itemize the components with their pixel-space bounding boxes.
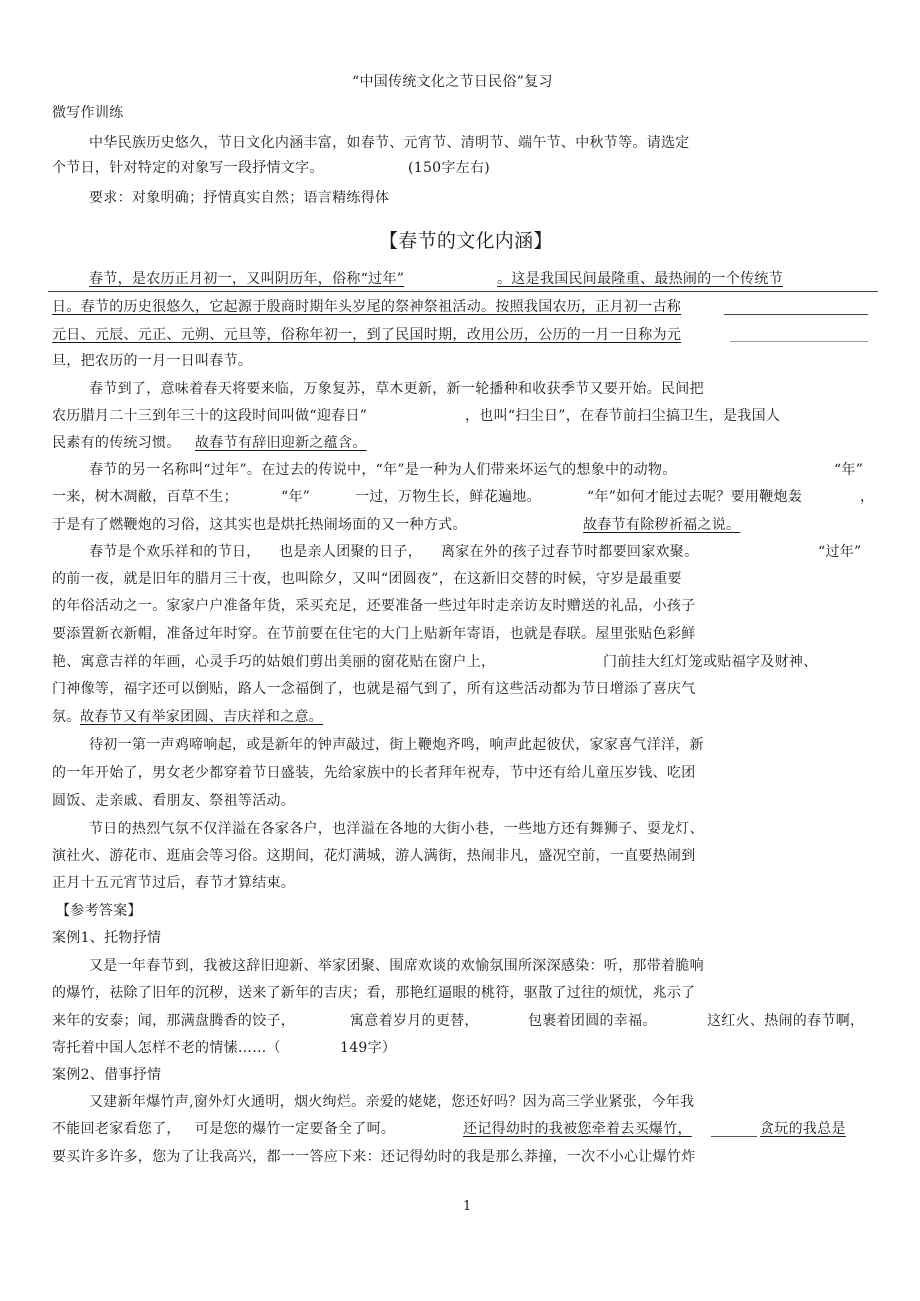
task-line-1: 中华民族历史悠久，节日文化内涵丰富，如春节、元宵节、清明节、端午节、中秋节等。请选定 — [89, 135, 690, 151]
p3-line-1a: 春节的另一名称叫“过年”。在过去的传说中，“年”是一种为人们带来坏运气的想象中的动物。 — [89, 462, 677, 478]
p4-line-5a: 艳、寓意吉祥的年画，心灵手巧的姑娘们剪出美丽的窗花贴在窗户上， — [52, 654, 496, 670]
p2-line-2a: 农历腊月二十三到年三十的这段时间叫做“迎春日” — [52, 408, 368, 424]
case1-line-4a: 寄托着中国人怎样不老的情愫……（ — [52, 1040, 281, 1056]
p3-line-2d: “年”如何才能过去呢？要用鞭炮轰 — [587, 489, 803, 505]
case1-line-3d: 这红火、热闹的春节啊， — [707, 1013, 865, 1029]
p4-line-4: 要添置新衣新帽，准备过年时穿。在节前要在住宅的大门上贴新年寄语，也就是春联。屋里张贴色彩鲜 — [52, 626, 696, 642]
p3-line-3b: 故春节有除秽祈福之说。 — [583, 517, 741, 533]
p6-line-2: 演社火、游花市、逛庙会等习俗。这期间，花灯满城，游人满街，热闹非凡，盛况空前，一直要热闹到 — [52, 848, 696, 864]
p4-line-5b: 门前挂大红灯笼或贴福字及财神、 — [603, 654, 818, 670]
case1-line-2: 的爆竹，祛除了旧年的沉秽，送来了新年的吉庆；看，那艳红逼眼的桃符，驱散了过往的烦忧，兆示了 — [52, 985, 696, 1001]
p2-line-3a: 民素有的传统习惯。 — [52, 435, 181, 451]
p3-line-2a: 一来，树木凋敝，百草不生； — [52, 489, 238, 505]
p4-line-3: 的年俗活动之一。家家户户准备年货，采买充足，还要准备一些过年时走亲访友时赠送的礼品，小孩子 — [52, 598, 696, 614]
section-heading: 【春节的文化内涵】 — [379, 230, 553, 252]
p4-line-1c: 离家在外的孩子过春节时都要回家欢聚。 — [441, 544, 699, 560]
p3-line-2c: 一过，万物生长，鲜花遍地。 — [355, 489, 541, 505]
p3-line-3a: 于是有了燃鞭炮的习俗，这其实也是烘托热闹场面的又一种方式。 — [52, 517, 467, 533]
p2-line-3b: 故春节有辞旧迎新之蕴含。 — [195, 435, 367, 451]
p4-line-7a: 氛。 — [52, 709, 81, 725]
p5-line-1: 待初一第一声鸡啼响起，或是新年的钟声敲过，街上鞭炮齐鸣，响声此起彼伏，家家喜气洋洋，新 — [89, 737, 704, 753]
p4-line-6: 门神像等，福字还可以倒贴，路人一念福倒了，也就是福气到了，所有这些活动都为节日增添了喜庆气 — [52, 681, 696, 697]
p1-line-3: 元日、元辰、元正、元朔、元旦等，俗称年初一，到了民国时期，改用公历，公历的一月一日称为元 — [52, 327, 682, 343]
p3-line-1b: “年” — [834, 462, 864, 478]
p5-line-3: 圆饭、走亲戚、看朋友、祭祖等活动。 — [52, 793, 296, 809]
case1-line-3a: 来年的安泰；闻，那满盘腾香的饺子， — [52, 1013, 296, 1029]
divider-line — [48, 291, 878, 292]
p1-line-4: 旦，把农历的一月一日叫春节。 — [52, 353, 253, 369]
requirements: 要求：对象明确；抒情真实自然；语言精练得体 — [89, 190, 390, 206]
underline-fill — [724, 314, 868, 315]
word-count: (150字左右) — [408, 160, 491, 176]
answers-label: 【参考答案】 — [56, 903, 142, 919]
p4-line-1a: 春节是个欢乐祥和的节日， — [89, 544, 261, 560]
p1-line-2: 日。春节的历史很悠久，它起源于殷商时期年头岁尾的祭神祭祖活动。按照我国农历，正月初一古称 — [52, 299, 682, 315]
p4-line-1d: “过年” — [818, 544, 862, 560]
page-title: “中国传统文化之节日民俗”复习 — [352, 74, 553, 90]
task-line-2: 个节日，针对特定的对象写一段抒情文字。 — [52, 160, 324, 176]
section-label: 微写作训练 — [52, 105, 124, 121]
case1-title: 案例1、托物抒情 — [52, 930, 162, 946]
case2-line-3: 要买许多许多，您为了让我高兴，都一一答应下来：还记得幼时的我是那么莽撞，一次不小心让爆竹炸 — [52, 1149, 696, 1165]
case2-line-2d: 贪玩的我总是 — [760, 1121, 846, 1137]
case2-line-2a: 不能回老家看您了， — [52, 1121, 181, 1137]
p4-line-1b: 也是亲人团聚的日子， — [279, 544, 422, 560]
p3-line-2e: ， — [860, 489, 875, 505]
underline-fill-light — [730, 341, 868, 342]
case1-line-3b: 寓意着岁月的更替， — [350, 1013, 479, 1029]
p2-line-1: 春节到了，意味着春天将要来临，万象复苏，草木更新，新一轮播种和收获季节又要开始。民间把 — [89, 381, 704, 397]
p1-line-1b: 。这是我国民间最隆重、最热闹的一个传统节 — [497, 271, 783, 287]
p4-line-7b: 故春节又有举家团圆、吉庆祥和之意。 — [80, 709, 324, 725]
case2-title: 案例2、借事抒情 — [52, 1067, 162, 1083]
case2-line-1: 又建新年爆竹声,窗外灯火通明，烟火绚烂。亲爱的姥姥，您还好吗？因为高三学业紧张，今年我 — [89, 1094, 695, 1110]
page-number: 1 — [463, 1199, 472, 1214]
p5-line-2: 的一年开始了，男女老少都穿着节日盛装，先给家族中的长者拜年祝寿，节中还有给儿童压岁钱、吃团 — [52, 765, 696, 781]
p6-line-1: 节日的热烈气氛不仅洋溢在各家各户，也洋溢在各地的大街小巷，一些地方还有舞狮子、耍龙灯、 — [89, 821, 704, 837]
case2-line-2c: 还记得幼时的我被您牵着去买爆竹， — [463, 1121, 692, 1137]
case1-line-4b: 149字） — [340, 1040, 397, 1056]
underline-fill-gap — [711, 1136, 757, 1137]
p3-line-2b: “年” — [281, 489, 311, 505]
p4-line-2: 的前一夜，就是旧年的腊月三十夜，也叫除夕，又叫“团圆夜”，在这新旧交替的时候，守岁是最重要 — [52, 571, 682, 587]
p1-line-1a: 春节，是农历正月初一，又叫阴历年，俗称“过年” — [89, 271, 405, 287]
case2-line-2b: 可是您的爆竹一定要备全了呵。 — [195, 1121, 396, 1137]
case1-line-3c: 包裹着团圆的幸福。 — [528, 1013, 657, 1029]
p2-line-2b: ，也叫“扫尘日”，在春节前扫尘搞卫生，是我国人 — [465, 408, 781, 424]
case1-line-1: 又是一年春节到，我被这辞旧迎新、举家团聚、围席欢谈的欢愉氛围所深深感染：听，那带着脆响 — [89, 958, 704, 974]
p6-line-3: 正月十五元宵节过后，春节才算结束。 — [52, 875, 296, 891]
